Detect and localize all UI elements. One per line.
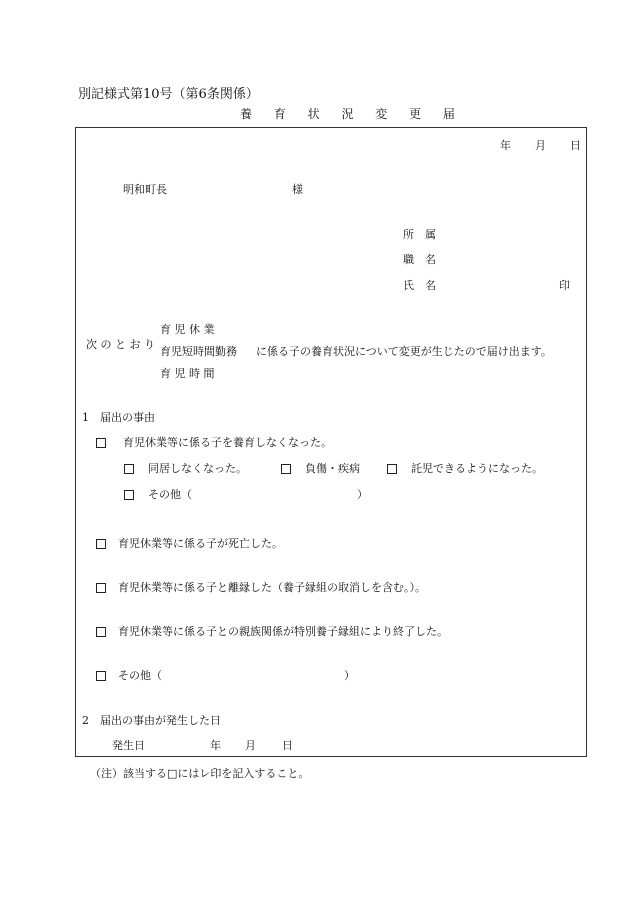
statement-suffix: に係る子の養育状況について変更が生じたので届け出ます。	[256, 345, 552, 358]
checkbox-injury-illness[interactable]	[281, 464, 291, 474]
date-day-label: 日	[570, 139, 581, 152]
checkbox-stopped-raising[interactable]	[96, 438, 106, 448]
sub-item-daycare-available: 託児できるようになった。	[411, 462, 543, 475]
sub-item-no-cohabitation: 同居しなくなった。	[148, 462, 247, 475]
position-label: 職 名	[403, 253, 436, 266]
section1-heading: 1 届出の事由	[82, 411, 155, 424]
occurrence-year-label: 年	[210, 739, 221, 752]
checkbox-daycare-available[interactable]	[387, 464, 397, 474]
item-child-died: 育児休業等に係る子が死亡した。	[118, 537, 283, 550]
statement-option-childcare-time: 育 児 時 間	[160, 367, 215, 380]
footnote: （注）該当する□にはレ印を記入すること。	[90, 767, 310, 780]
occurrence-date-label: 発生日	[112, 739, 145, 752]
statement-option-short-hours: 育児短時間勤務	[160, 345, 237, 358]
form-label: 別記様式第10号（第6条関係）	[78, 87, 259, 102]
checkbox-adoption-dissolved[interactable]	[96, 583, 106, 593]
checkbox-no-cohabitation[interactable]	[124, 464, 134, 474]
item-special-adoption: 育児休業等に係る子との親族関係が特別養子縁組により終了した。	[118, 625, 448, 638]
statement-prefix: 次 の と お り	[86, 338, 155, 351]
checkbox-child-died[interactable]	[96, 539, 106, 549]
other-sub-label: その他（	[148, 488, 192, 501]
occurrence-month-label: 月	[245, 739, 256, 752]
section2-heading: 2 届出の事由が発生した日	[82, 714, 221, 727]
form-title: 養 育 状 況 変 更 届	[240, 107, 464, 121]
statement-option-childcare-leave: 育 児 休 業	[160, 323, 215, 336]
affiliation-label: 所 属	[403, 228, 436, 241]
name-label: 氏 名	[403, 279, 436, 292]
checkbox-other[interactable]	[96, 671, 106, 681]
checkbox-special-adoption[interactable]	[96, 627, 106, 637]
date-year-label: 年	[500, 139, 511, 152]
addressee-name: 明和町長	[123, 183, 167, 196]
checkbox-other-sub[interactable]	[124, 490, 134, 500]
addressee-honorific: 様	[292, 183, 303, 196]
item-adoption-dissolved: 育児休業等に係る子と離縁した（養子縁組の取消しを含む。）。	[118, 581, 426, 594]
other-label: その他（	[118, 669, 162, 682]
other-close: ）	[344, 669, 355, 682]
seal-label: 印	[559, 279, 570, 292]
occurrence-day-label: 日	[282, 739, 293, 752]
other-sub-close: ）	[357, 488, 368, 501]
date-month-label: 月	[535, 139, 546, 152]
item-stopped-raising: 育児休業等に係る子を養育しなくなった。	[123, 436, 332, 449]
sub-item-injury-illness: 負傷・疾病	[305, 462, 360, 475]
